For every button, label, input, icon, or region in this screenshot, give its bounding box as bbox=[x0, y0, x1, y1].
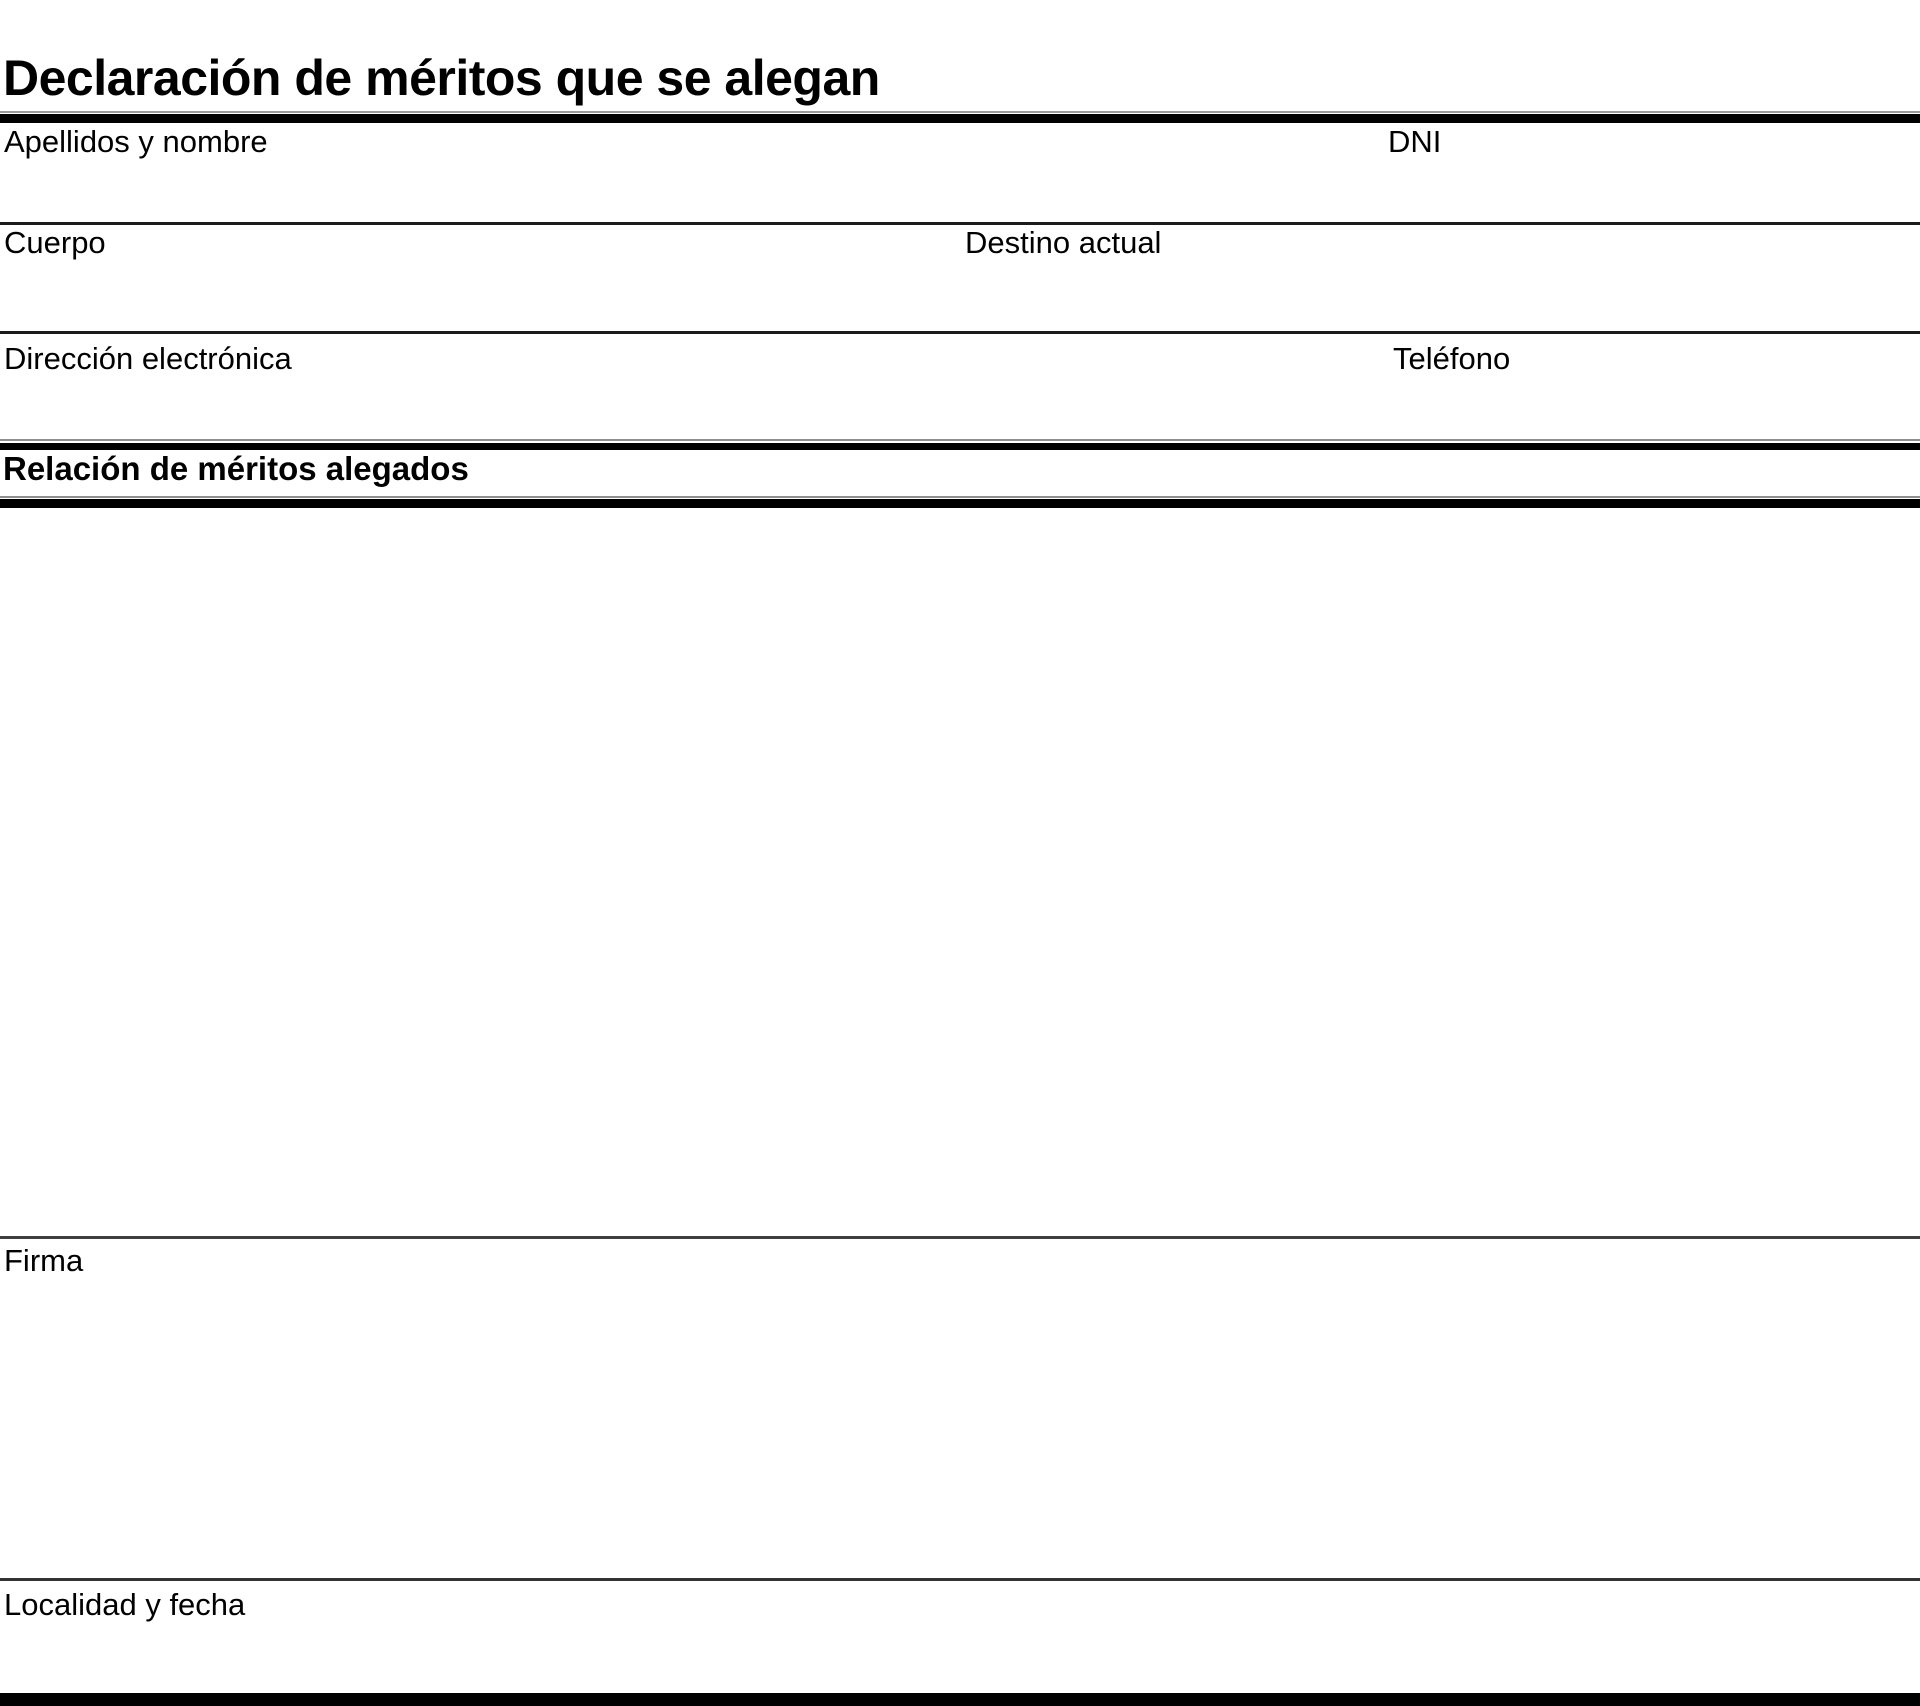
meritos-input-area[interactable] bbox=[0, 508, 1920, 1236]
dni-label: DNI bbox=[1388, 124, 1442, 159]
meritos-section-heading: Relación de méritos alegados bbox=[3, 450, 469, 487]
meritos-section-bottom-divider bbox=[0, 499, 1920, 508]
title-divider-accent bbox=[0, 111, 1920, 113]
direccion-label: Dirección electrónica bbox=[4, 341, 292, 376]
localidad-label: Localidad y fecha bbox=[4, 1587, 246, 1622]
destino-actual-label: Destino actual bbox=[965, 225, 1162, 260]
apellidos-label: Apellidos y nombre bbox=[4, 124, 268, 159]
firma-input-area[interactable] bbox=[0, 1239, 1920, 1578]
form-title: Declaración de méritos que se alegan bbox=[3, 50, 880, 106]
meritos-section-bottom-accent bbox=[0, 496, 1920, 498]
telefono-label: Teléfono bbox=[1393, 341, 1511, 376]
firma-label: Firma bbox=[4, 1243, 84, 1278]
bottom-rule bbox=[0, 1693, 1920, 1706]
cuerpo-label: Cuerpo bbox=[4, 225, 106, 260]
meritos-section-top-divider bbox=[0, 443, 1920, 450]
title-divider bbox=[0, 114, 1920, 123]
cuerpo-input-area[interactable] bbox=[0, 225, 963, 331]
meritos-section-top-accent bbox=[0, 439, 1920, 441]
localidad-input-area[interactable] bbox=[0, 1581, 1920, 1693]
dni-input-area[interactable] bbox=[1388, 123, 1920, 222]
